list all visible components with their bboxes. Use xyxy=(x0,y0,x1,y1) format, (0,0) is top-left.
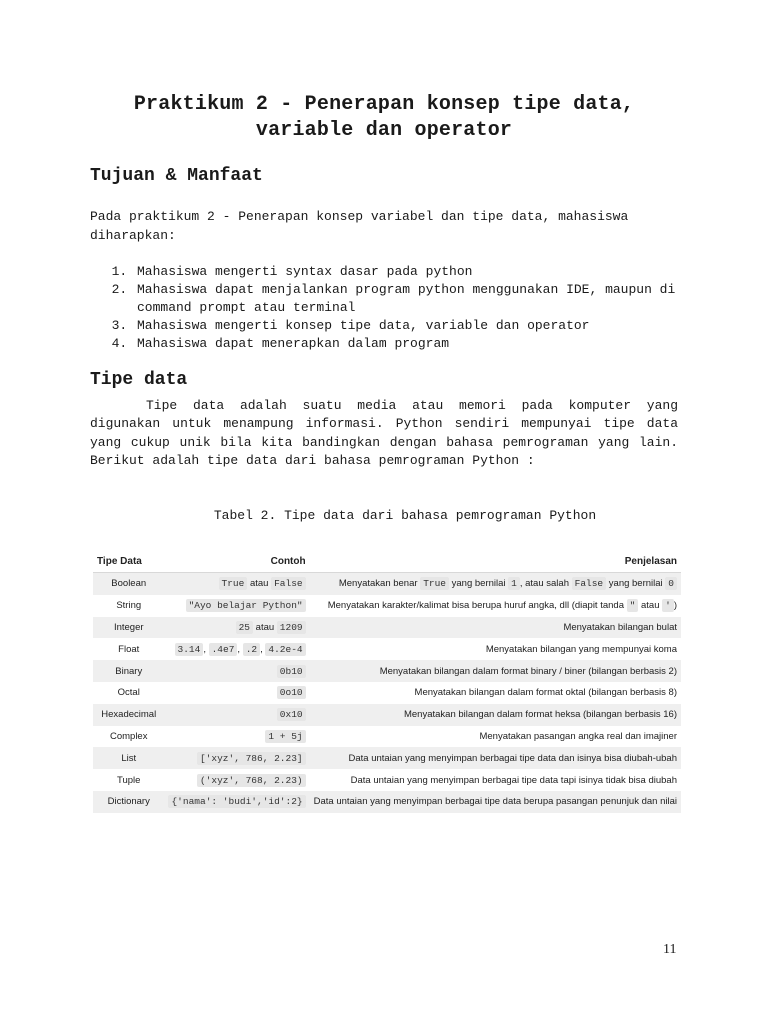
data-types-table xyxy=(93,550,681,813)
cell-penjelasan xyxy=(310,638,681,660)
objective-item: 4. Mahasiswa dapat menerapkan dalam program xyxy=(135,335,723,353)
cell-penjelasan xyxy=(310,682,681,704)
cell-penjelasan xyxy=(310,573,681,595)
objectives-list xyxy=(90,263,723,353)
code-snippet: {'nama': 'budi','id':2} xyxy=(168,795,305,808)
objective-item: 2. Mahasiswa dapat menjalankan program python menggunakan IDE, maupun di command prompt atau terminal xyxy=(135,281,723,317)
cell-tipe-data: List xyxy=(93,747,164,769)
cell-tipe-data: Integer xyxy=(93,617,164,639)
code-snippet: 0o10 xyxy=(277,686,306,699)
cell-penjelasan xyxy=(310,747,681,769)
code-snippet: True xyxy=(219,577,248,590)
text-fragment: ) xyxy=(673,600,677,612)
cell-penjelasan xyxy=(310,791,681,813)
text-fragment: , xyxy=(237,643,243,655)
text-fragment: yang bernilai xyxy=(606,578,666,590)
cell-tipe-data: Binary xyxy=(93,660,164,682)
cell-contoh xyxy=(164,791,309,813)
cell-tipe-data: Dictionary xyxy=(93,791,164,813)
cell-penjelasan xyxy=(310,617,681,639)
cell-tipe-data: Float xyxy=(118,643,140,655)
cell-tipe-data: Octal xyxy=(117,687,140,699)
text-fragment: atau xyxy=(253,621,277,633)
table-row xyxy=(93,791,681,813)
code-snippet: 3.14 xyxy=(175,643,204,656)
page-title-line1: Praktikum 2 - Penerapan konsep tipe data, xyxy=(133,93,635,116)
objective-item: 3. Mahasiswa mengerti konsep tipe data, variable dan operator xyxy=(135,317,723,335)
code-snippet: ['xyz', 786, 2.23] xyxy=(197,752,306,765)
code-snippet: .2 xyxy=(243,643,260,656)
code-snippet: 1 xyxy=(508,577,520,590)
header-tipe-data: Tipe Data xyxy=(93,550,164,573)
code-snippet: 0 xyxy=(665,577,677,590)
cell-contoh xyxy=(164,726,309,748)
cell-penjelasan xyxy=(310,704,681,726)
code-snippet: 4.2e-4 xyxy=(265,643,305,656)
table-row xyxy=(93,573,681,595)
cell-tipe-data: Complex xyxy=(109,730,148,742)
header-penjelasan: Penjelasan xyxy=(310,550,681,573)
text-fragment: Menyatakan bilangan dalam format oktal (bilangan berbasis 8) xyxy=(414,687,677,699)
cell-contoh xyxy=(164,747,309,769)
table-row xyxy=(93,747,681,769)
page-title xyxy=(90,92,678,144)
tipe-data-paragraph: Tipe data adalah suatu media atau memori pada komputer yang digunakan untuk menampung informasi. Python sendiri mempunyai tipe data yang cukup unik bila kita bandingkan dengan bahasa pemrograman yang lain. Berikut adalah tipe data dari bahasa pemrograman Python : xyxy=(90,398,678,468)
code-snippet: " xyxy=(627,599,639,612)
table-header-row xyxy=(93,550,681,573)
cell-penjelasan xyxy=(310,726,681,748)
section-heading-tipe-data: Tipe data xyxy=(90,370,188,390)
cell-contoh xyxy=(164,595,309,617)
table-row xyxy=(93,617,681,639)
code-snippet: "Ayo belajar Python" xyxy=(186,599,306,612)
code-snippet: 1209 xyxy=(277,621,306,634)
text-fragment: Menyatakan bilangan dalam format heksa (bilangan berbasis 16) xyxy=(403,709,677,721)
cell-penjelasan xyxy=(310,660,681,682)
cell-contoh xyxy=(164,704,309,726)
code-snippet: 0b10 xyxy=(277,665,306,678)
text-fragment: Data untaian yang menyimpan berbagai tipe data dan isinya bisa diubah-ubah xyxy=(348,752,677,764)
text-fragment: , xyxy=(260,643,266,655)
code-snippet: .4e7 xyxy=(209,643,238,656)
intro-paragraph: Pada praktikum 2 - Penerapan konsep variabel dan tipe data, mahasiswa diharapkan: xyxy=(90,209,629,243)
objective-item: 1. Mahasiswa mengerti syntax dasar pada python xyxy=(135,263,723,281)
text-fragment: , atau salah xyxy=(519,578,572,590)
table-row xyxy=(93,704,681,726)
section-heading-tujuan: Tujuan & Manfaat xyxy=(90,166,263,186)
cell-contoh xyxy=(164,769,309,791)
cell-contoh xyxy=(164,617,309,639)
text-fragment: Menyatakan karakter/kalimat bisa berupa huruf angka, dll (diapit tanda xyxy=(327,600,627,612)
header-contoh: Contoh xyxy=(164,550,309,573)
table-row xyxy=(93,638,681,660)
table-caption: Tabel 2. Tipe data dari bahasa pemrograman Python xyxy=(213,508,597,523)
text-fragment: Data untaian yang menyimpan berbagai tipe data berupa pasangan penunjuk dan nilai xyxy=(313,796,677,808)
page-number: 11 xyxy=(663,942,677,957)
code-snippet: 0x10 xyxy=(277,708,306,721)
text-fragment: yang bernilai xyxy=(449,578,509,590)
cell-contoh xyxy=(164,682,309,704)
text-fragment: Menyatakan bilangan dalam format binary / biner (bilangan berbasis 2) xyxy=(379,665,677,677)
text-fragment: Menyatakan benar xyxy=(338,578,421,590)
cell-tipe-data: Tuple xyxy=(117,774,141,786)
table-row xyxy=(93,595,681,617)
cell-penjelasan xyxy=(310,595,681,617)
cell-contoh xyxy=(164,638,309,660)
table-body xyxy=(93,573,681,813)
code-snippet: False xyxy=(271,577,306,590)
page-title-line2: variable dan operator xyxy=(255,119,513,142)
text-fragment: Data untaian yang menyimpan berbagai tipe data tapi isinya tidak bisa diubah xyxy=(350,774,677,786)
cell-tipe-data: Hexadecimal xyxy=(93,704,164,726)
text-fragment: atau xyxy=(247,578,272,590)
table-row xyxy=(93,660,681,682)
text-fragment: Menyatakan bilangan bulat xyxy=(563,621,677,633)
cell-contoh xyxy=(164,573,309,595)
text-fragment: Menyatakan pasangan angka real dan imajiner xyxy=(479,730,677,742)
text-fragment: Menyatakan bilangan yang mempunyai koma xyxy=(485,643,677,655)
cell-contoh xyxy=(164,660,309,682)
cell-penjelasan xyxy=(310,769,681,791)
code-snippet: 25 xyxy=(236,621,253,634)
code-snippet: False xyxy=(572,577,607,590)
cell-tipe-data: Boolean xyxy=(93,573,164,595)
cell-tipe-data: String xyxy=(116,600,142,612)
table-row xyxy=(93,726,681,748)
code-snippet: ' xyxy=(662,599,674,612)
code-snippet: 1 + 5j xyxy=(265,730,305,743)
text-fragment: , xyxy=(203,643,209,655)
code-snippet: ('xyz', 768, 2.23) xyxy=(197,774,306,787)
code-snippet: True xyxy=(420,577,449,590)
text-fragment: atau xyxy=(638,600,663,612)
table-row xyxy=(93,682,681,704)
table-row xyxy=(93,769,681,791)
